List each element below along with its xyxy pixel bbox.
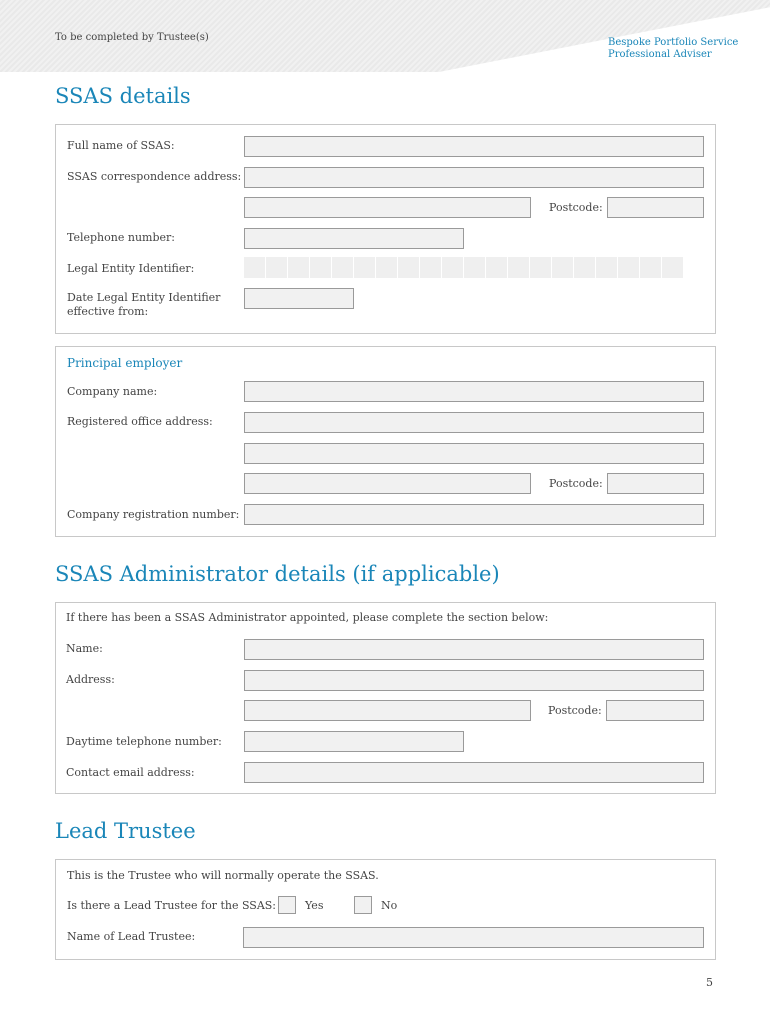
- principal-employer-title: Principal employer: [67, 356, 183, 370]
- office-address-line3-input[interactable]: [244, 473, 531, 494]
- ssas-telephone-input[interactable]: [244, 228, 464, 249]
- lead-trustee-question: Is there a Lead Trustee for the SSAS:: [67, 899, 277, 912]
- lead-trustee-section-title: Lead Trustee: [55, 819, 196, 843]
- office-address-line1-input[interactable]: [244, 412, 704, 433]
- office-address-line2-input[interactable]: [244, 443, 704, 464]
- lei-label: Legal Entity Identifier:: [67, 262, 195, 275]
- admin-intro-text: If there has been a SSAS Administrator appointed, please complete the section below:: [66, 611, 549, 624]
- admin-name-label: Name:: [66, 642, 103, 655]
- ssas-postcode-input[interactable]: [607, 197, 704, 218]
- lei-date-input[interactable]: [244, 288, 354, 309]
- lei-character-boxes[interactable]: [244, 257, 684, 278]
- header-product-line1: Bespoke Portfolio Service: [608, 37, 739, 48]
- header-product-line2: Professional Adviser: [608, 49, 712, 60]
- header-product: [608, 37, 738, 61]
- company-reg-label: Company registration number:: [67, 508, 240, 521]
- admin-email-label: Contact email address:: [66, 766, 195, 779]
- ssas-address-line1-input[interactable]: [244, 167, 704, 188]
- admin-phone-label: Daytime telephone number:: [66, 735, 222, 748]
- ssas-telephone-label: Telephone number:: [67, 231, 175, 244]
- employer-postcode-label: Postcode:: [549, 477, 603, 490]
- lead-trustee-intro: This is the Trustee who will normally operate the SSAS.: [67, 869, 379, 882]
- admin-phone-input[interactable]: [244, 731, 464, 752]
- employer-postcode-input[interactable]: [607, 473, 704, 494]
- lead-trustee-name-label: Name of Lead Trustee:: [67, 930, 196, 943]
- admin-email-input[interactable]: [244, 762, 704, 783]
- lead-trustee-yes-label: Yes: [305, 899, 324, 912]
- ssas-name-input[interactable]: [244, 136, 704, 157]
- ssas-address-label: SSAS correspondence address:: [67, 170, 242, 183]
- admin-name-input[interactable]: [244, 639, 704, 660]
- company-reg-input[interactable]: [244, 504, 704, 525]
- admin-postcode-input[interactable]: [606, 700, 704, 721]
- admin-section-title: SSAS Administrator details (if applicable): [55, 562, 500, 586]
- lead-trustee-name-input[interactable]: [243, 927, 704, 948]
- office-address-label: Registered office address:: [67, 415, 213, 428]
- lead-trustee-no-checkbox[interactable]: [354, 896, 372, 914]
- page-number: 5: [706, 976, 713, 989]
- ssas-address-line2-input[interactable]: [244, 197, 531, 218]
- admin-postcode-label: Postcode:: [548, 704, 602, 717]
- admin-address-line2-input[interactable]: [244, 700, 531, 721]
- lead-trustee-no-label: No: [381, 899, 398, 912]
- lei-date-label: [67, 291, 220, 319]
- admin-address-label: Address:: [66, 673, 115, 686]
- company-name-label: Company name:: [67, 385, 158, 398]
- ssas-section-title: SSAS details: [55, 84, 191, 108]
- header-instruction: To be completed by Trustee(s): [55, 32, 209, 43]
- lead-trustee-yes-checkbox[interactable]: [278, 896, 296, 914]
- lei-date-label-line1: Date Legal Entity Identifier: [67, 291, 221, 304]
- ssas-postcode-label: Postcode:: [549, 201, 603, 214]
- admin-address-line1-input[interactable]: [244, 670, 704, 691]
- ssas-name-label: Full name of SSAS:: [67, 139, 175, 152]
- company-name-input[interactable]: [244, 381, 704, 402]
- lei-date-label-line2: effective from:: [67, 305, 149, 318]
